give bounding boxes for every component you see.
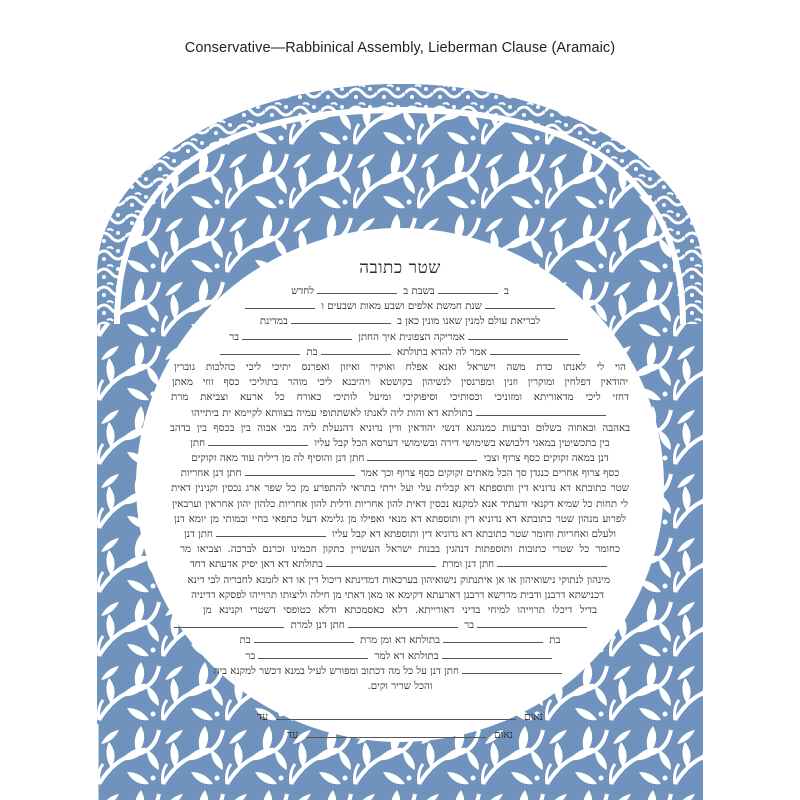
witness-signature-blank[interactable] [306,728,486,738]
ketubah-line [170,466,630,481]
fill-in-blank[interactable] [468,330,568,340]
fill-in-blank[interactable] [258,649,368,659]
fill-in-blank[interactable] [367,451,477,461]
ketubah-text-segment: בת [306,346,318,358]
ketubah-text-segment: לפרוע מנהון שטר כתובתא דא נדוניא דין ותוספתא דא מנאי ואפילו מן גלימא דעל כתפאי בחיי ובמותי מן יומא דנן [174,513,626,525]
witness-signatures [120,708,680,744]
fill-in-blank[interactable] [348,618,458,628]
ketubah-text-segment: בתולתא דא והות ליה לאנתו לאשתתופי עמיה בצוותא לקיימא ית ביתייהו [191,407,473,419]
ketubah-line [172,497,628,512]
fill-in-blank[interactable] [462,664,562,674]
ketubah-text-segment: אמריקה הצפונית איך החתן [358,331,465,343]
ketubah-text-segment: בת [549,635,561,647]
fill-in-blank[interactable] [317,284,397,294]
ketubah-line [214,284,586,299]
fill-in-blank[interactable] [242,330,352,340]
ketubah-line [174,360,626,375]
ketubah-line [180,345,620,360]
ketubah-text-segment: חתן דנן [184,529,213,540]
ketubah-text-segment: והכל שריר וקים. [367,680,433,692]
ketubah-text-segment: חתן דנן והוסיף לה מן דיליה עוד מאה זקוקים [191,453,365,465]
witness-signature-blank[interactable] [276,710,516,720]
fill-in-blank[interactable] [291,314,391,324]
ketubah-line [213,664,565,679]
fill-in-blank[interactable] [477,618,587,628]
ketubah-text-segment: בר [245,650,256,662]
witness-signature-line [120,726,680,744]
witness-label: עד [287,729,299,742]
document-heading: Conservative—Rabbinical Assembly, Lieberman Clause (Aramaic) [184,40,616,56]
ketubah-text-segment: בין בתכשיטין במאני דלבושא בשימושי דירה ובשימושי דערסא הכל קבל עליו [314,437,610,449]
fill-in-blank[interactable] [216,527,326,537]
witness-signature-line [120,708,680,726]
ketubah-text-segment: דחזי ליכי מדאוריתא ומזוניכי וכסותיכי וסיפוקיכי ומיעל לותיכי כאורח כל ארעא וצביאת מרת [171,392,629,404]
ketubah-text-segment: בר [464,620,474,632]
ketubah-text-segment: בת [239,635,251,647]
ketubah-line [177,527,623,542]
witness-name-label: נאום [524,711,543,724]
ketubah-line [203,603,597,618]
ketubah-line [184,557,616,572]
ketubah-line [172,375,628,390]
fill-in-blank[interactable] [438,284,498,294]
fill-in-blank[interactable] [245,299,315,309]
ketubah-text-segment: ב [503,286,509,297]
ketubah-text-segment: במדינת [259,316,288,328]
fill-in-blank[interactable] [476,406,606,416]
witness-label: עד [257,711,269,724]
ketubah-text-segment: כסף צרוף אחרים כנגדן סך הכל מאתים זקוקים כסף צרוף וכך אמר [360,468,620,480]
ketubah-line [170,436,630,451]
ketubah-text-segment: חתן דנן למרת [290,620,345,632]
ketubah-text-segment: בתולתא דא דאן יסיק אדעתא דחד [189,559,323,571]
ketubah-text-segment: חתן דנן על כל מה דכתוב ומפורש לעיל במנא דכשר למקנא ביה [213,665,459,677]
ketubah-line [191,588,604,603]
ketubah-text-segment: דכנישתא דרבנן ודבית מדרשא דרבנן דארעתא דקימא או מאן דאתי מן חילה וליצותו תרוייהו לפסקא דדיניה [191,589,604,601]
ketubah-line [170,406,630,421]
fill-in-blank[interactable] [442,649,552,659]
ketubah-line [227,649,573,664]
ketubah-text-segment: לי תחות כל שמיא דקנאי ודעתיד אנא למקנא נכסין דאית להון אחריות ודלית להון אחריות כלהון יהון אחראין וערבאין [172,498,628,510]
ketubah-text-segment: לבריאת עולם למנין שאנו מונין כאן ב [397,316,541,328]
ketubah-line [204,299,596,314]
fill-in-blank[interactable] [497,557,607,567]
ketubah-text [120,258,680,744]
fill-in-blank[interactable] [174,618,284,628]
ketubah-line [186,330,614,345]
ketubah-line [187,573,610,588]
fill-in-blank[interactable] [443,633,543,643]
ketubah-text-segment: בתולתא דא למר [374,650,439,662]
ketubah-text-segment: יהודאין דפלחין ומוקרין וזנין ומפרנסין לנשיהון בקושטא ויהיבנא ליכי מוהר בתוליכי כסף זוזי מאתן [172,377,628,389]
ketubah-text-segment: בשבת ב [403,286,435,297]
ketubah-line [170,451,630,466]
fill-in-blank[interactable] [245,466,355,476]
ketubah-line [171,390,629,405]
ketubah-line [300,679,500,694]
fill-in-blank[interactable] [220,345,300,355]
ketubah-line [210,618,590,633]
witness-name-label: נאום [494,729,513,742]
ketubah-text-segment: אמר לה להדא בתולתא [396,346,487,358]
ketubah-text-segment: חתן [190,437,206,449]
ketubah-text-segment: חתן דנן אחריות [180,468,242,480]
ketubah-text-segment: ולעלם ואחריות וחומר שטר כתובתא דא נדוניא דין ותוספתא דא קבל עליו [332,529,616,540]
fill-in-blank[interactable] [485,299,555,309]
ketubah-text-segment: דנן במאה זקוקים כסף צרוף וצבי [483,453,609,465]
ketubah-text-segment: לחדש [291,286,315,297]
fill-in-blank[interactable] [254,633,354,643]
fill-in-blank[interactable] [326,557,436,567]
ketubah-line [171,481,629,496]
ketubah-line [180,542,620,557]
ketubah-text-segment: הוי לי לאנתו כדת משה וישראל ואנא אפלח ואוקיר ואיזון ואפרנס יתיכי ליכי כהלכות גוברין [174,361,626,373]
fill-in-blank[interactable] [208,436,308,446]
fill-in-blank[interactable] [490,345,580,355]
ketubah-line [195,314,605,329]
ketubah-text-segment: מינהון לנתוקי נישואיהון או אן איתנתוק נישואיהון בערכאות דמדינתא דיכול דין או דא לזמנא לחבריה לבי דינא [187,574,610,586]
ketubah-text-segment: שטר כתובתא דא נדוניא דין ותוספתא דא קבלית עלי ועל ירתי בתראי להתפרע מן כל שפר ארג נכסין וקנינין דאית [171,483,629,495]
ketubah-line [170,421,630,436]
ketubah-line [174,512,626,527]
ketubah-text-segment: בר [229,331,239,343]
document-title: שטר כתובה [359,258,441,278]
ketubah-line [218,633,582,648]
ketubah-text-segment: כחומר כל שטרי כתובות ותוספתות דנהגין בבנות ישראל העשויין כתקון חכמינו זכרנם לברכה. וצביאו מר [180,544,620,556]
ketubah-text-segment: שנת חמשת אלפים ושבע מאות ושבעים ו [321,301,482,313]
ketubah-text-segment: חתן דנן ומרת [442,559,495,571]
ketubah-text-segment: באהבה ובאחוה בשלום וברעות כמנהגא דנשי יהודאין ודין נדוניא דהנעלת ליה מבי אבוה בין בכסף בין בדהב [170,422,630,434]
ketubah-text-segment: בדיל דיכלו תרוייהו למיחי בדיני דאורייתא. דלא כאסמכתא ודלא כטופסי דשטרי וקנינא מן [203,604,597,616]
ketubah-text-segment: בתולתא דא ומן מרת [359,635,441,647]
fill-in-blank[interactable] [321,345,391,355]
ketubah-body-lines [120,284,680,694]
